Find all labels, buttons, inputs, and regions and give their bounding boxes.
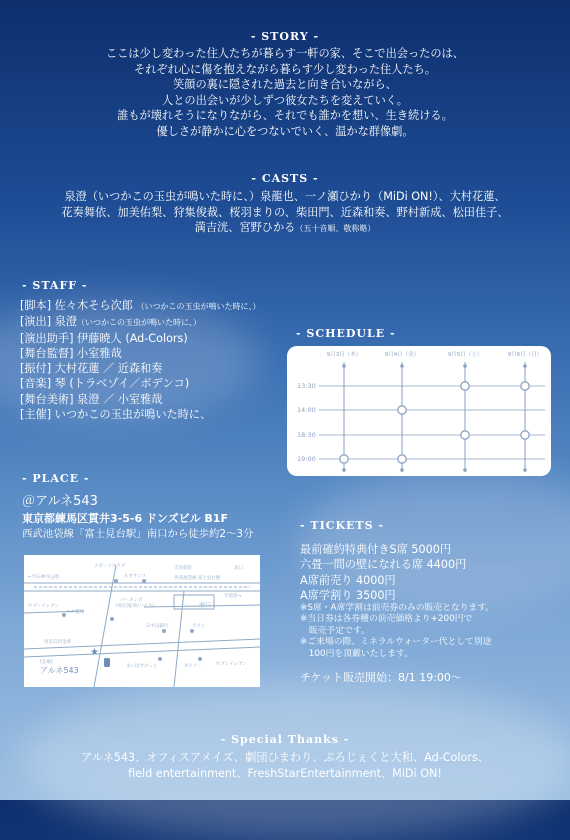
staff-item: [舞台美術] 泉澄 ／ 小室雅哉 — [20, 392, 163, 406]
map-drawing — [24, 555, 260, 687]
ticket-note: 100円を頂戴いたします。 — [300, 648, 413, 659]
map-label: 西京信用金庫 — [44, 640, 71, 645]
cast-names: 満吉洸、宮野ひかる — [194, 221, 296, 234]
schedule-performance-marker — [461, 431, 469, 439]
map-label: ダイソー — [184, 664, 202, 669]
ticket-note: ※ご来場の際、ミネラルウォーター代として別途 — [300, 637, 492, 648]
schedule-dot — [342, 364, 346, 368]
ticket-item: A席前売り 4000円 — [300, 573, 396, 587]
story-line: それぞれ心に傷を抱えながら暮らす少し変わった住人たち。 — [134, 62, 436, 76]
schedule-performance-marker — [461, 382, 469, 390]
story-line: 人との出会いが少しずつ彼女たちを変えていく。 — [162, 93, 408, 107]
staff-item: [振付] 大村花蓮 ／ 近森和奏 — [20, 362, 163, 376]
tickets-heading: - TICKETS - — [300, 519, 384, 532]
staff-item: [演出] 泉澄（いつかこの玉虫が鳴いた時に、） — [20, 315, 202, 329]
place-heading: - PLACE - — [22, 472, 90, 485]
ticket-note: ※S席・A席学割は前売券のみの販売となります。 — [300, 603, 495, 613]
ticket-list — [300, 542, 560, 603]
schedule-performance-marker — [398, 455, 406, 463]
cast-line: 花奏舞依、加美佑梨、狩集俊裁、桜羽まりの、柴田門、近森和奏、野村新成、松田佳子、 — [61, 205, 509, 219]
schedule-performance-marker — [521, 431, 529, 439]
schedule-dot — [463, 364, 467, 368]
schedule-dot — [400, 364, 404, 368]
staff-item: [演出助手] 伊藤暁人 (Ad-Colors) — [20, 331, 188, 345]
cast-line — [10, 220, 560, 237]
schedule-date-label: 9月6日（日） — [507, 352, 543, 358]
staff-item: [脚本] 佐々木そら次郎 （いつかこの玉虫が鳴いた時に、） — [20, 299, 261, 312]
ticket-note: 販売予定です。 — [300, 625, 370, 636]
story-line: 優しさが静かに心をつないでいく、温かな群像劇。 — [156, 124, 414, 138]
schedule-dot — [400, 468, 404, 472]
venue-address: 東京都練馬区貫井3-5-6 ドンズビル B1F — [22, 512, 228, 525]
staff-heading: - STAFF - — [22, 279, 88, 292]
venue-access: 西武池袋線「富士見台駅」南口から徒歩約2〜3分 — [22, 527, 254, 540]
schedule-performance-marker — [398, 406, 406, 414]
map-label: パーキング — [120, 598, 143, 603]
schedule-date-label: 9月4日（金） — [384, 352, 420, 358]
staff-item: [主催] いつかこの玉虫が鳴いた時に、 — [20, 408, 212, 422]
staff-list — [20, 298, 300, 422]
ticket-notes — [300, 603, 562, 660]
access-map — [24, 555, 260, 687]
schedule-time-label: 13:30 — [297, 382, 316, 390]
hand-pointer-icon — [104, 658, 110, 667]
map-label: (車/自転車/バイク) — [116, 604, 154, 609]
schedule-dot — [342, 468, 346, 472]
schedule-dot — [523, 468, 527, 472]
ticket-note: ※当日券は各券種の前売価格より+200円で — [300, 614, 473, 625]
map-label: ←至石神井公園 — [28, 575, 59, 580]
ticket-sale-start: チケット販売開始：8/1 19:00〜 — [300, 671, 462, 684]
schedule-date-label: 9月3日（木） — [326, 352, 362, 358]
map-label: [会場] — [40, 660, 53, 665]
staff-item: [音楽] 琴 (トラベゾイ／ボデンコ) — [20, 377, 190, 391]
map-label: セブンイレブン — [216, 662, 247, 667]
map-label: 至池袋→ — [224, 594, 242, 599]
map-label: スポーツクラブ — [94, 564, 126, 569]
ticket-item: 最前確約特典付きS席 5000円 — [300, 543, 452, 556]
thanks-line: field entertainment、FreshStarEntertainment、MiDi ON! — [128, 767, 442, 780]
schedule-time-label: 14:00 — [297, 406, 316, 414]
schedule-date-label: 9月5日（土） — [447, 352, 483, 358]
cast-line: 泉澄（いつかこの玉虫が鳴いた時に、）泉龍也、一ノ瀬ひかり（MiDi ON!）、大村花蓮、 — [64, 190, 506, 203]
story-line: ここは少し変わった住人たちが暮らす一軒の家、そこで出会ったのは、 — [106, 47, 464, 60]
map-label: スギ薬局 — [66, 610, 84, 615]
cast-note: （五十音順、敬称略） — [295, 224, 376, 233]
schedule-time-label: 18:30 — [297, 431, 316, 439]
ticket-item: A席学割り 3500円 — [300, 588, 396, 602]
schedule-grid — [287, 346, 551, 476]
story-text — [20, 46, 550, 139]
map-label: 北口 — [234, 566, 243, 571]
story-heading: - STORY - — [250, 30, 320, 43]
schedule-dot — [463, 468, 467, 472]
thanks-heading: - Special Thanks - — [220, 733, 350, 746]
map-label: ルキサンス — [124, 574, 147, 579]
casts-text — [10, 189, 560, 237]
place-info — [22, 493, 302, 542]
venue-name: ＠アルネ543 — [22, 494, 98, 509]
ticket-item: 六畳一間の壁になれる席 4400円 — [300, 558, 467, 572]
map-label: ラスト — [192, 624, 206, 629]
map-label: セブンイレブン — [28, 604, 59, 609]
story-line: 誰もが壊れそうになりながら、それでも誰かを想い、生き続ける。 — [117, 109, 453, 122]
story-line: 笑顔の裏に隠された過去と向き合いながら、 — [173, 78, 397, 91]
staff-item: [舞台監督] 小室雅哉 — [20, 346, 122, 360]
map-label: みずほ銀行 — [146, 624, 169, 629]
schedule-performance-marker — [340, 455, 348, 463]
thanks-line: アルネ543、オフィスアメイズ、劇団ひまわり、ぷろじぇくと大和、Ad-Colors、 — [81, 751, 489, 764]
map-label: まいばすけっと — [126, 664, 158, 669]
map-minamiguchi: 南口 — [199, 602, 212, 609]
schedule-heading: - SCHEDULE - — [296, 327, 396, 340]
map-label: 吉祥前院 — [174, 566, 192, 571]
schedule-dot — [523, 364, 527, 368]
schedule-card — [287, 346, 551, 476]
schedule-performance-marker — [521, 382, 529, 390]
map-label: 西武池袋線 富士見台駅 — [174, 576, 221, 581]
schedule-time-label: 19:00 — [297, 455, 316, 463]
map-venue-label: アルネ543 — [40, 666, 79, 675]
casts-heading: - CASTS - — [251, 172, 319, 185]
venue-star-icon: ★ — [90, 647, 99, 658]
